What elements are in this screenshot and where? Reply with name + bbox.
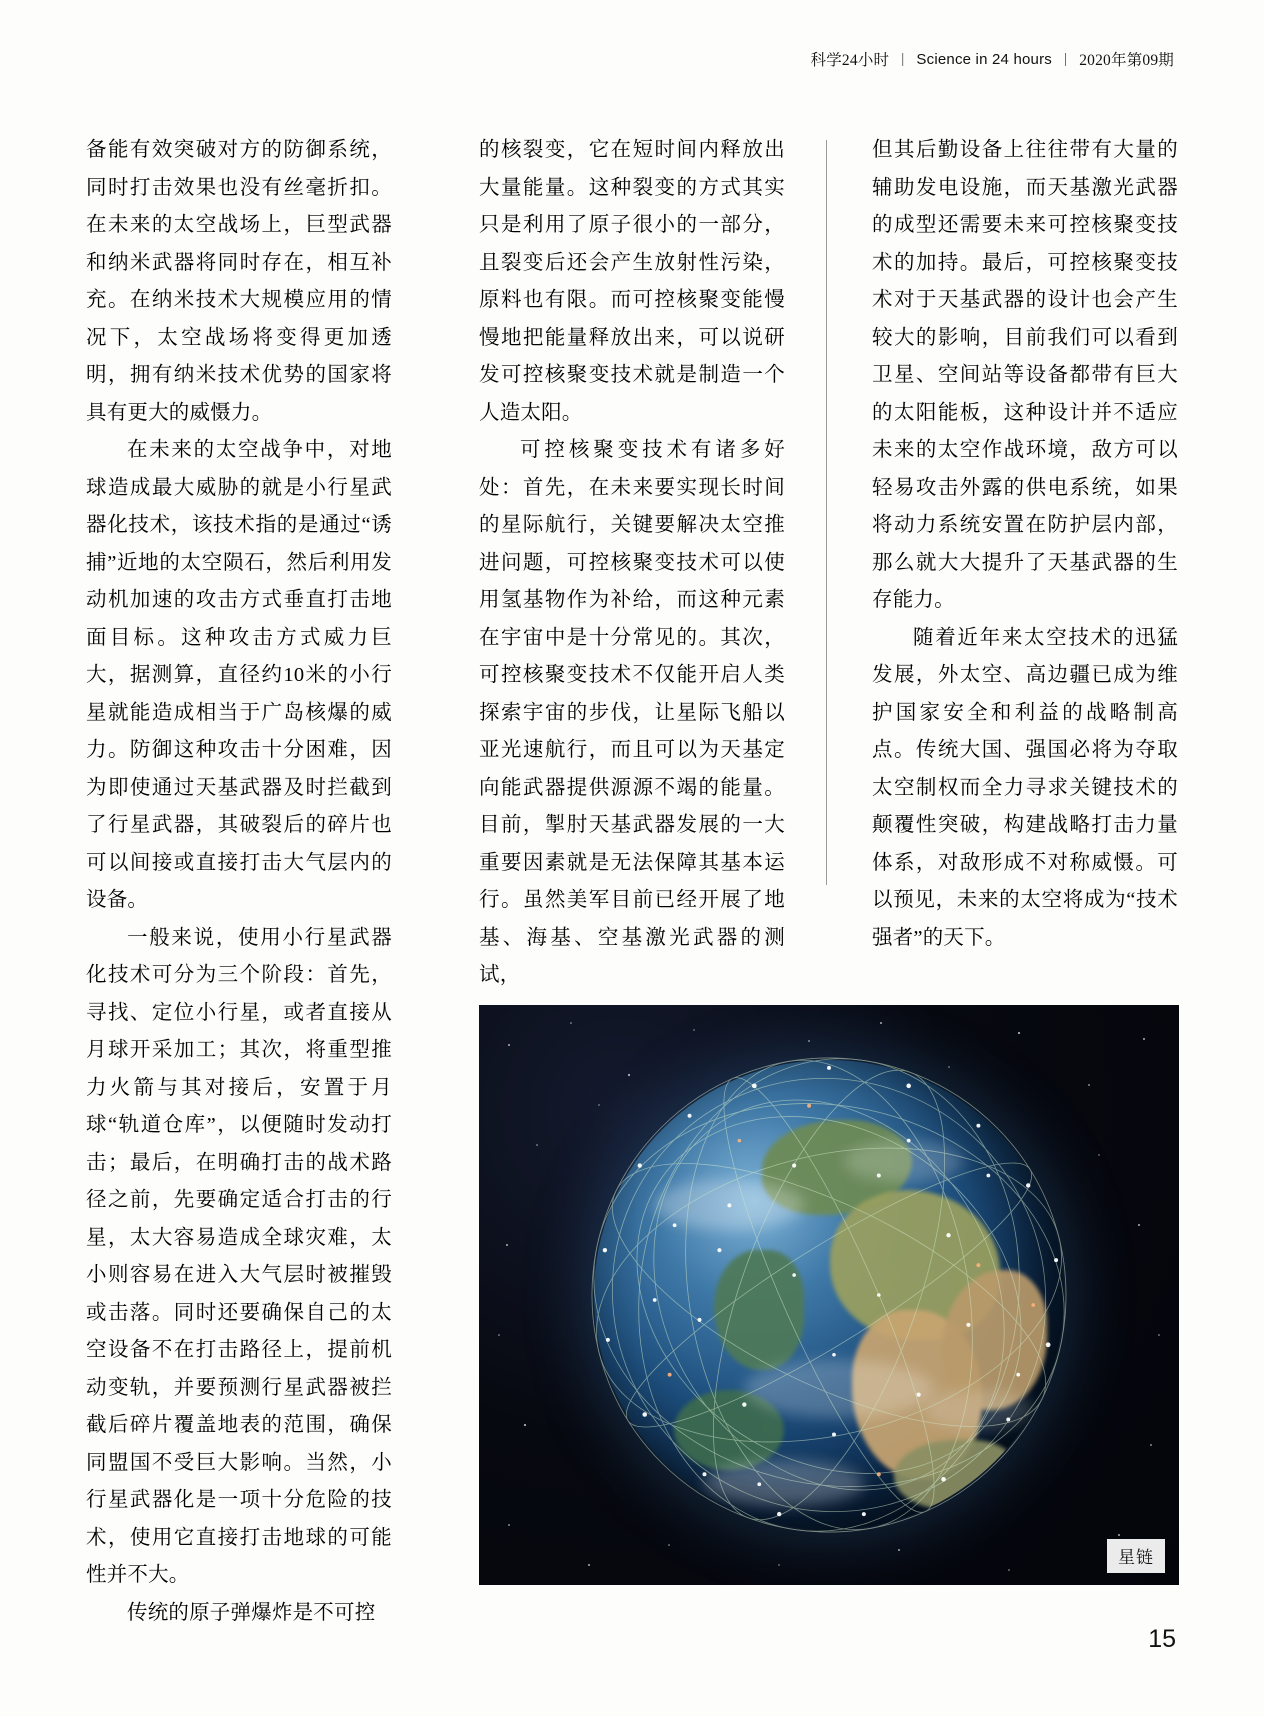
- magazine-name-en: Science in 24 hours: [916, 50, 1052, 68]
- satellite-orbits-icon: [580, 1046, 1078, 1544]
- paragraph: 但其后勤设备上往往带有大量的辅助发电设施，而天基激光武器的成型还需要未来可控核聚变技术的加持。最后，可控核聚变技术对于天基武器的设计也会产生较大的影响，目前我们可以看到卫星、空间站等设备都带有巨大的太阳能板，这种设计并不适应未来的太空作战环境，敌方可以轻易攻击外露的供电系统，如果将动力系统安置在防护层内部，那么就大大提升了天基武器的生存能力。: [872, 139, 1178, 611]
- paragraph: 一般来说，使用小行星武器化技术可分为三个阶段：首先，寻找、定位小行星，或者直接从月球开采加工；其次，将重型推力火箭与其对接后，安置于月球“轨道仓库”，以便随时发动打击；最后，在明确打击的战术路径之前，先要确定适合打击的行星，太大容易造成全球灾难，太小则容易在进入大气层时被摧毁或击落。同时还要确保自己的太空设备不在打击路径上，提前机动变轨，并要预测行星武器被拦截后碎片覆盖地表的范围，确保同盟国不受巨大影响。当然，小行星武器化是一项十分危险的技术，使用它直接打击地球的可能性并不大。: [86, 926, 392, 1586]
- figure-caption: 星链: [1107, 1539, 1165, 1573]
- page-header: [811, 48, 1174, 70]
- paragraph: 随着近年来太空技术的迅猛发展，外太空、高边疆已成为维护国家安全和利益的战略制高点。传统大国、强国必将为夺取太空制权而全力寻求关键技术的颠覆性突破，构建战略打击力量体系，对敌形成不对称威慑。可以预见，未来的太空将成为“技术强者”的天下。: [872, 626, 1178, 949]
- issue-label: 2020年第09期: [1079, 52, 1174, 69]
- paragraph: 的核裂变，它在短时间内释放出大量能量。这种裂变的方式其实只是利用了原子很小的一部分，且裂变后还会产生放射性污染，原料也有限。而可控核聚变能慢慢地把能量释放出来，可以说研发可控核聚变技术就是制造一个人造太阳。: [479, 139, 785, 424]
- paragraph: 传统的原子弹爆炸是不可控: [127, 1601, 376, 1624]
- text-column-1: [86, 132, 392, 1624]
- header-separator-2: |: [1063, 50, 1068, 67]
- magazine-name-cn: 科学24小时: [810, 52, 890, 69]
- header-separator-1: |: [901, 50, 905, 67]
- paragraph: 可控核聚变技术有诸多好处：首先，在未来要实现长时间的星际航行，关键要解决太空推进问题，可控核聚变技术可以使用氢基物作为补给，而这种元素在宇宙中是十分常见的。其次，可控核聚变技术不仅能开启人类探索宇宙的步伐，让星际飞船以亚光速航行，而且可以为天基定向能武器提供源源不竭的能量。目前，掣肘天基武器发展的一大重要因素就是无法保障其基本运行。虽然美军目前已经开展了地基、海基、空基激光武器的测试，: [479, 439, 785, 986]
- paragraph: 在未来的太空战争中，对地球造成最大威胁的就是小行星武器化技术，该技术指的是通过“诱捕”近地的太空陨石，然后利用发动机加速的攻击方式垂直打击地面目标。这种攻击方式威力巨大，据测算，直径约10米的小行星就能造成相当于广岛核爆的威力。防御这种攻击十分困难，因为即使通过天基武器及时拦截到了行星武器，其破裂后的碎片也可以间接或直接打击大气层内的设备。: [86, 439, 392, 911]
- page-number: 15: [1148, 1625, 1176, 1653]
- earth-globe: [594, 1060, 1064, 1530]
- figure-starlink: [479, 1005, 1179, 1585]
- paragraph: 备能有效突破对方的防御系统，同时打击效果也没有丝毫折扣。在未来的太空战场上，巨型武器和纳米武器将同时存在，相互补充。在纳米技术大规模应用的情况下，太空战场将变得更加透明，拥有纳米技术优势的国家将具有更大的威慑力。: [86, 139, 392, 424]
